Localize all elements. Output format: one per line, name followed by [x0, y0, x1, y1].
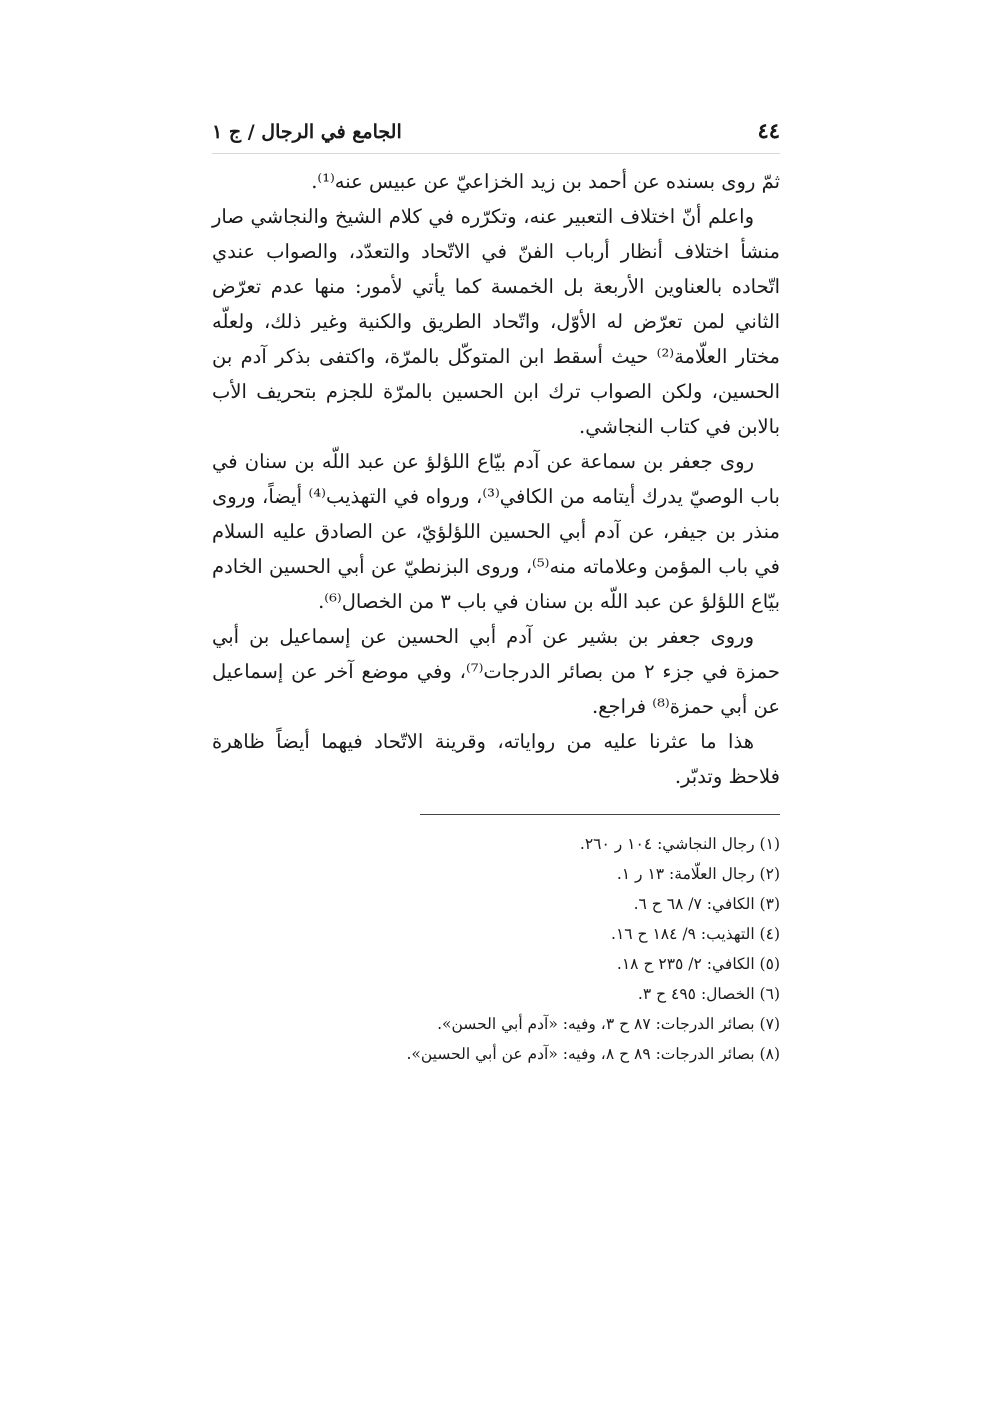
paragraph-2: واعلم أنّ اختلاف التعبير عنه، وتكرّره في كلام الشيخ والنجاشي صار منشأ اختلاف أنظار أرباب الفنّ في الاتّحاد والتعدّد، والصواب عندي اتّحاده بالعناوين الأربعة بل الخمسة كما يأتي لأمور: منها عدم تعرّض الثاني لمن تعرّض له الأوّل، واتّحاد الطريق والكنية وغير ذلك، ولعلّه مختار العلّامة⁽²⁾ حيث أسقط ابن المتوكّل بالمرّة، واكتفى بذكر آدم بن الحسين، ولكن الصواب ترك ابن الحسين بالمرّة للجزم بتحريف الأب بالابن في كتاب النجاشي. [212, 205, 780, 438]
footnote-5: (٥) الكافي: ٢/ ٢٣٥ ح ١٨. [616, 955, 780, 973]
footnote-6: (٦) الخصال: ٤٩٥ ح ٣. [637, 985, 780, 1003]
footnote-7: (٧) بصائر الدرجات: ٨٧ ح ٣، وفيه: «آدم أبي الحسن». [437, 1015, 780, 1033]
book-page [212, 118, 780, 1069]
paragraph-4: وروى جعفر بن بشير عن آدم أبي الحسين عن إسماعيل بن أبي حمزة في جزء ٢ من بصائر الدرجات⁽⁷⁾، وفي موضع آخر عن إسماعيل عن أبي حمزة⁽⁸⁾ فراجع. [212, 625, 780, 718]
footnote-divider [420, 814, 780, 815]
footnote-1: (١) رجال النجاشي: ١٠٤ ر ٢٦٠. [579, 835, 780, 853]
footnotes [212, 829, 780, 1069]
paragraph-1: ثمّ روى بسنده عن أحمد بن زيد الخزاعيّ عن عبيس عنه⁽¹⁾. [311, 170, 780, 193]
page-header [212, 118, 780, 154]
footnote-2: (٢) رجال العلّامة: ١٣ ر ١. [616, 865, 780, 883]
page-number: ٤٤ [757, 118, 780, 143]
main-text [212, 164, 780, 794]
footnote-8: (٨) بصائر الدرجات: ٨٩ ح ٨، وفيه: «آدم عن أبي الحسين». [406, 1045, 780, 1063]
paragraph-5: هذا ما عثرنا عليه من رواياته، وقرينة الاتّحاد فيهما أيضاً ظاهرة فلاحظ وتدبّر. [212, 730, 780, 788]
footnote-4: (٤) التهذيب: ٩/ ١٨٤ ح ١٦. [611, 925, 780, 943]
paragraph-3: روى جعفر بن سماعة عن آدم بيّاع اللؤلؤ عن عبد اللّه بن سنان في باب الوصيّ يدرك أيتامه من الكافي⁽³⁾، ورواه في التهذيب⁽⁴⁾ أيضاً، وروى منذر بن جيفر، عن آدم أبي الحسين اللؤلؤيّ، عن الصادق عليه السلام في باب المؤمن وعلاماته منه⁽⁵⁾، وروى البزنطيّ عن أبي الحسين الخادم بيّاع اللؤلؤ عن عبد اللّه بن سنان في باب ٣ من الخصال⁽⁶⁾. [212, 450, 780, 613]
footnote-3: (٣) الكافي: ٧/ ٦٨ ح ٦. [633, 895, 780, 913]
running-title: الجامع في الرجال / ج ١ [212, 121, 402, 143]
